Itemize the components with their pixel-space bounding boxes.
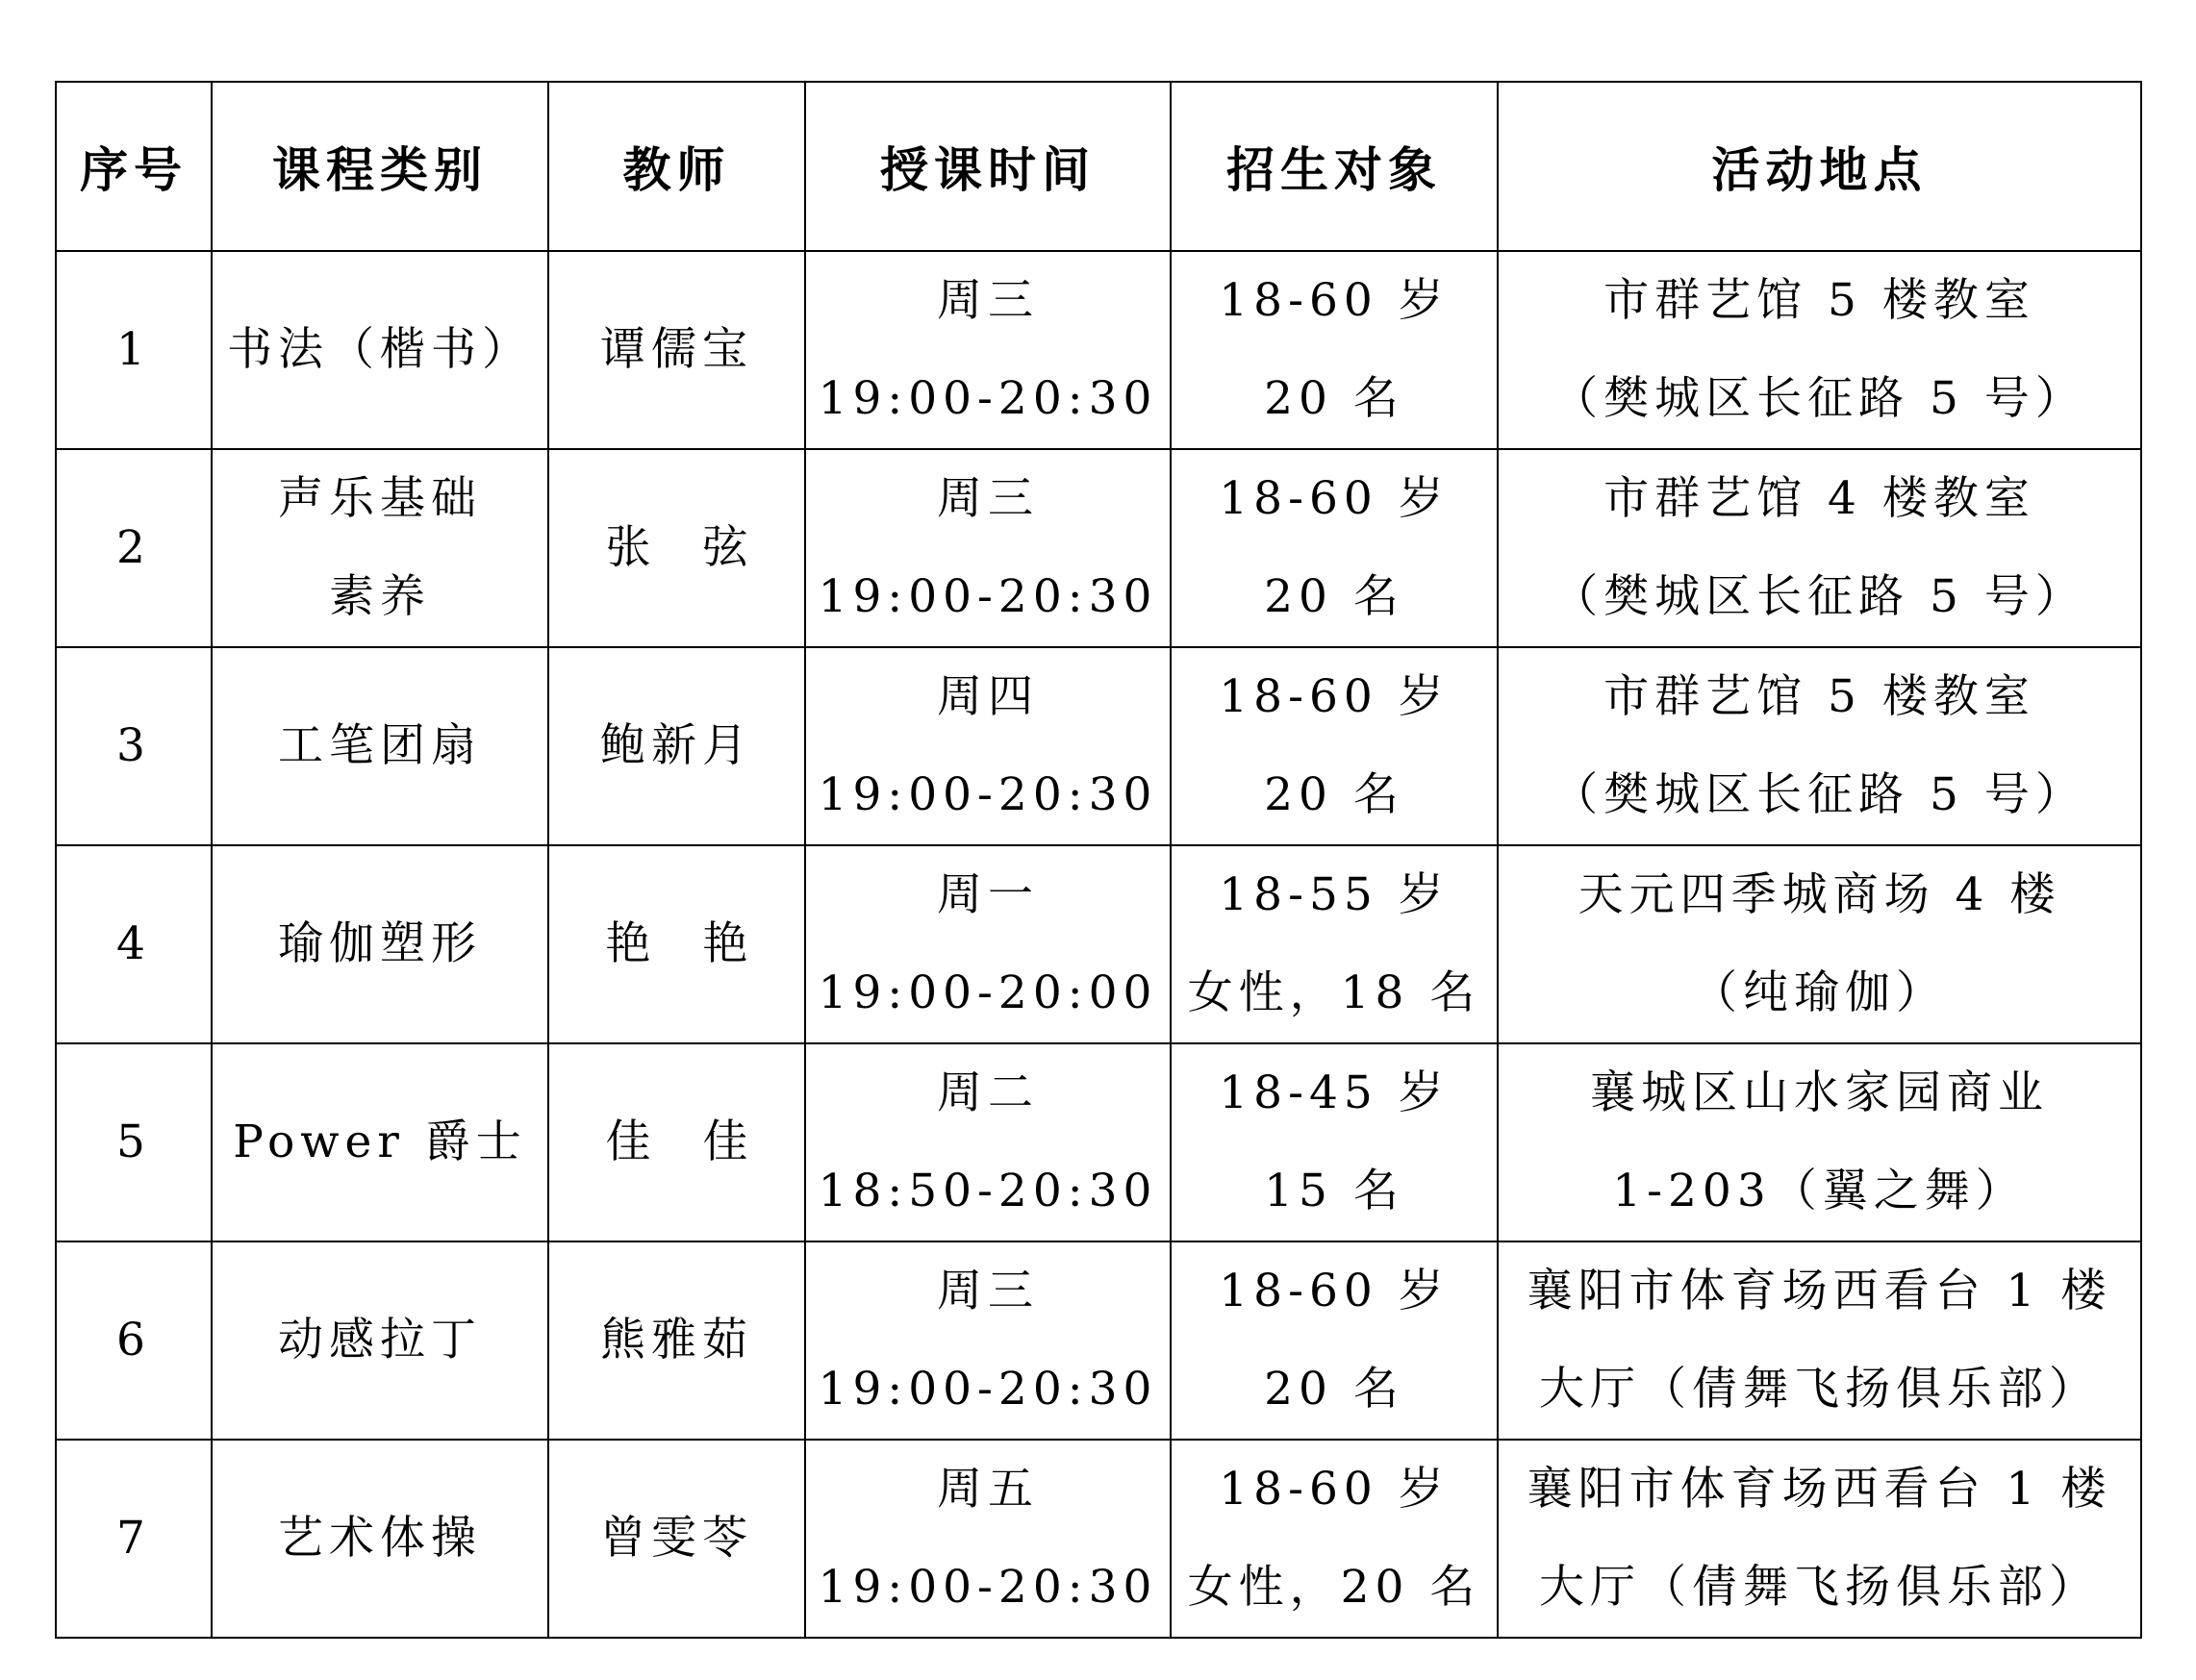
table-row [56, 449, 2141, 647]
cell-location [1498, 1043, 2141, 1241]
cell-course-line: 工笔团扇 [278, 719, 482, 772]
table-row [56, 1241, 2141, 1440]
cell-location-line: 市群艺馆 5 楼教室 [1603, 670, 2035, 723]
cell-course-line: 声乐基础 [278, 472, 482, 525]
cell-time [805, 251, 1171, 449]
header-course: 课程类别 [212, 82, 548, 251]
cell-time [805, 647, 1171, 845]
cell-teacher-line: 鲍新月 [600, 719, 753, 772]
cell-location [1498, 845, 2141, 1043]
cell-no-line: 3 [116, 719, 151, 772]
header-time: 授课时间 [805, 82, 1171, 251]
cell-course-line: 素养 [329, 570, 431, 623]
cell-course [212, 1043, 548, 1241]
cell-target-line: 20 名 [1264, 1363, 1404, 1416]
cell-teacher-line: 谭儒宝 [600, 323, 753, 376]
cell-course-line: Power 爵士 [233, 1116, 527, 1168]
cell-location-line: （纯瑜伽） [1692, 966, 1947, 1019]
cell-time [805, 1043, 1171, 1241]
cell-no [56, 845, 212, 1043]
table-row [56, 845, 2141, 1043]
cell-time-line: 周四 [937, 670, 1039, 723]
cell-course-line: 艺术体操 [278, 1512, 482, 1565]
cell-time-line: 周三 [937, 1265, 1039, 1317]
cell-teacher-line: 熊雅茹 [600, 1314, 753, 1367]
cell-time-line: 19:00-20:30 [818, 372, 1158, 425]
cell-time [805, 449, 1171, 647]
cell-no-line: 6 [116, 1314, 151, 1367]
cell-no [56, 1440, 212, 1638]
cell-location [1498, 449, 2141, 647]
cell-location-line: 大厅（倩舞飞扬俱乐部） [1539, 1561, 2100, 1614]
cell-teacher [548, 1440, 805, 1638]
cell-teacher-line: 张弦 [605, 521, 800, 574]
cell-target-line: 20 名 [1264, 570, 1404, 623]
cell-course-line: 动感拉丁 [278, 1314, 482, 1367]
cell-target-line: 20 名 [1264, 372, 1404, 425]
cell-target-line: 18-45 岁 [1219, 1066, 1450, 1119]
cell-target-line: 15 名 [1264, 1165, 1404, 1217]
table-row [56, 1440, 2141, 1638]
cell-time-line: 19:00-20:00 [818, 966, 1158, 1019]
cell-no [56, 1241, 212, 1440]
cell-teacher-line: 曾雯苓 [600, 1512, 753, 1565]
cell-no-line: 7 [116, 1512, 151, 1565]
cell-time [805, 1241, 1171, 1440]
cell-location-line: 市群艺馆 5 楼教室 [1603, 274, 2035, 327]
cell-no-line: 5 [116, 1116, 151, 1168]
cell-target-line: 18-60 岁 [1219, 274, 1450, 327]
cell-time-line: 周五 [937, 1463, 1039, 1516]
cell-course-line: 书法（楷书） [227, 323, 533, 376]
cell-time-line: 周三 [937, 274, 1039, 327]
table-body [56, 251, 2141, 1638]
cell-location-line: 市群艺馆 4 楼教室 [1603, 472, 2035, 525]
cell-target-line: 18-60 岁 [1219, 472, 1450, 525]
cell-target-line: 20 名 [1264, 768, 1404, 821]
cell-target [1171, 251, 1498, 449]
cell-course [212, 449, 548, 647]
cell-target [1171, 1241, 1498, 1440]
cell-target [1171, 1440, 1498, 1638]
cell-target-line: 18-60 岁 [1219, 1463, 1450, 1516]
header-no: 序号 [56, 82, 212, 251]
cell-location [1498, 1241, 2141, 1440]
cell-target-line: 18-60 岁 [1219, 1265, 1450, 1317]
cell-location [1498, 1440, 2141, 1638]
cell-target [1171, 647, 1498, 845]
cell-location-line: 襄阳市体育场西看台 1 楼 [1527, 1265, 2112, 1317]
cell-target-line: 女性，18 名 [1187, 966, 1481, 1019]
header-teacher: 教师 [548, 82, 805, 251]
cell-time-line: 周二 [937, 1066, 1039, 1119]
cell-no [56, 449, 212, 647]
cell-location-line: （樊城区长征路 5 号） [1552, 372, 2086, 425]
cell-course [212, 251, 548, 449]
cell-no [56, 1043, 212, 1241]
cell-location-line: （樊城区长征路 5 号） [1552, 570, 2086, 623]
cell-teacher [548, 845, 805, 1043]
cell-no [56, 251, 212, 449]
cell-location-line: 1-203（翼之舞） [1612, 1165, 2027, 1217]
cell-target [1171, 1043, 1498, 1241]
cell-time [805, 1440, 1171, 1638]
cell-no-line: 2 [116, 521, 151, 574]
cell-teacher [548, 1043, 805, 1241]
cell-no [56, 647, 212, 845]
cell-course-line: 瑜伽塑形 [278, 917, 482, 970]
cell-teacher-line: 艳艳 [605, 917, 800, 970]
cell-teacher [548, 449, 805, 647]
header-target: 招生对象 [1171, 82, 1498, 251]
cell-course [212, 647, 548, 845]
cell-location [1498, 251, 2141, 449]
table-row [56, 1043, 2141, 1241]
cell-no-line: 1 [116, 323, 151, 376]
cell-course [212, 845, 548, 1043]
cell-target-line: 18-55 岁 [1219, 868, 1450, 921]
cell-location-line: 天元四季城商场 4 楼 [1578, 868, 2061, 921]
cell-teacher [548, 1241, 805, 1440]
cell-time-line: 19:00-20:30 [818, 570, 1158, 623]
cell-teacher [548, 647, 805, 845]
cell-time-line: 周三 [937, 472, 1039, 525]
cell-teacher [548, 251, 805, 449]
cell-time [805, 845, 1171, 1043]
cell-course [212, 1440, 548, 1638]
cell-course [212, 1241, 548, 1440]
table-header-row [56, 82, 2141, 251]
cell-location-line: 襄阳市体育场西看台 1 楼 [1527, 1463, 2112, 1516]
course-schedule-table [55, 81, 2142, 1639]
cell-time-line: 19:00-20:30 [818, 1363, 1158, 1416]
cell-time-line: 18:50-20:30 [818, 1165, 1158, 1217]
cell-location-line: 大厅（倩舞飞扬俱乐部） [1539, 1363, 2100, 1416]
cell-target-line: 18-60 岁 [1219, 670, 1450, 723]
cell-no-line: 4 [116, 917, 151, 970]
cell-target [1171, 845, 1498, 1043]
cell-time-line: 19:00-20:30 [818, 768, 1158, 821]
cell-location [1498, 647, 2141, 845]
cell-teacher-line: 佳佳 [605, 1116, 800, 1168]
header-location: 活动地点 [1498, 82, 2141, 251]
cell-target [1171, 449, 1498, 647]
cell-time-line: 周一 [937, 868, 1039, 921]
cell-location-line: 襄城区山水家园商业 [1590, 1066, 2049, 1119]
cell-target-line: 女性，20 名 [1187, 1561, 1481, 1614]
table-row [56, 251, 2141, 449]
cell-time-line: 19:00-20:30 [818, 1561, 1158, 1614]
table-row [56, 647, 2141, 845]
cell-location-line: （樊城区长征路 5 号） [1552, 768, 2086, 821]
